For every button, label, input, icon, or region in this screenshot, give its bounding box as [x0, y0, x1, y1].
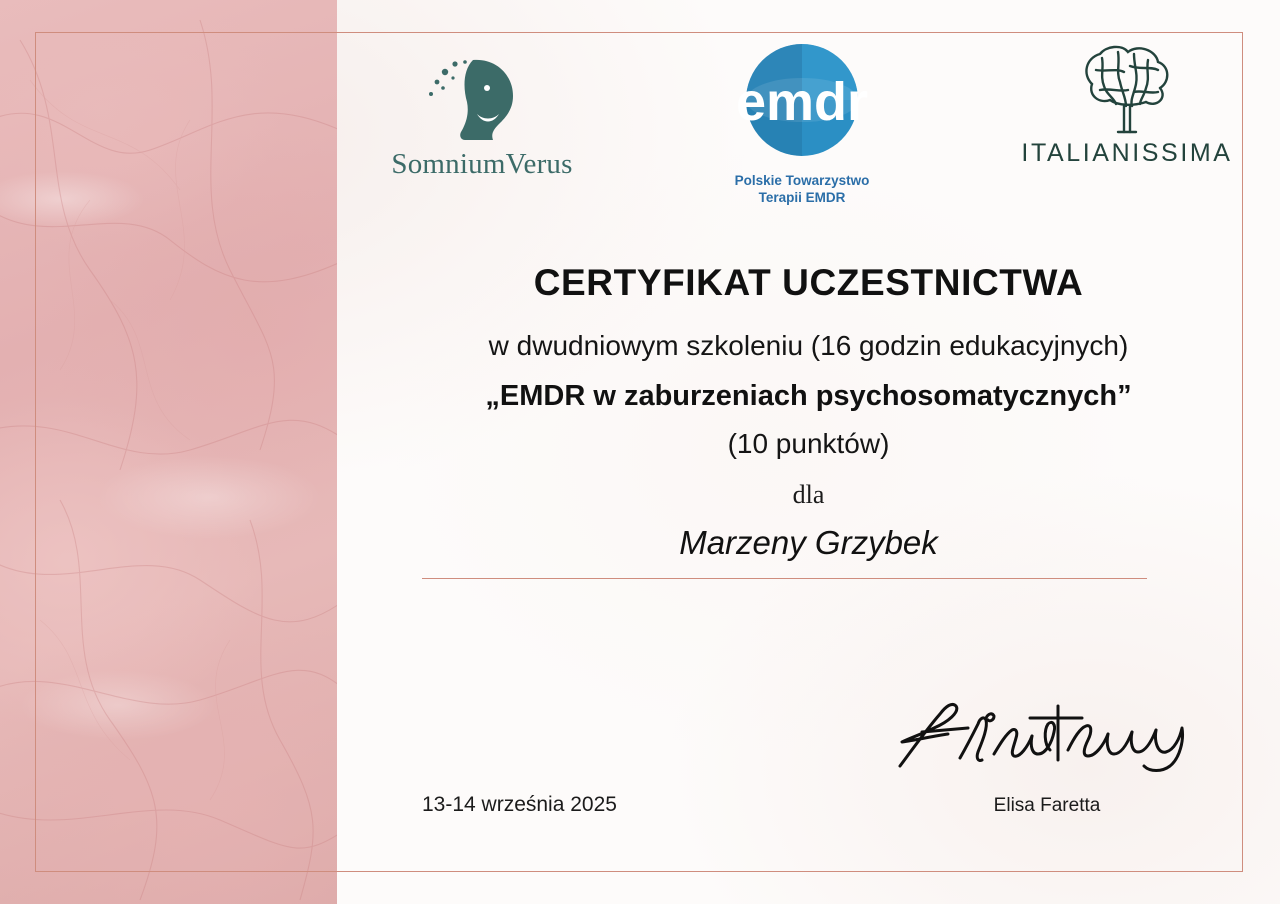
- logo-emdr: [687, 42, 917, 207]
- certificate-points: (10 punktów): [727, 428, 890, 459]
- logo-row: [337, 42, 1280, 227]
- handwritten-signature-icon: [882, 688, 1212, 798]
- certificate-date: 13-14 września 2025: [422, 793, 617, 816]
- face-profile-icon: [417, 52, 547, 147]
- certificate-for-label: dla: [792, 480, 825, 509]
- tree-brain-icon: [1072, 42, 1182, 137]
- verus-word: Verus: [505, 148, 573, 180]
- signature-name: Elisa Faretta: [993, 795, 1101, 816]
- signature-image: [882, 688, 1212, 798]
- somnium-word: Somnium: [391, 148, 506, 180]
- svg-text:emdr: emdr: [735, 72, 869, 132]
- recipient-underline: [422, 578, 1147, 579]
- logo-emdr-subtitle: [687, 173, 917, 207]
- decorative-pink-marble-panel: [0, 0, 337, 904]
- logo-somnium-verus: [347, 52, 617, 181]
- logo-somnium-verus-text: [347, 148, 617, 181]
- logo-italianissima: [1007, 42, 1247, 168]
- certificate-title: CERTYFIKAT UCZESTNICTWA: [533, 262, 1084, 303]
- emdr-subtitle-line2: Terapii EMDR: [758, 189, 846, 205]
- certificate-course-name: „EMDR w zaburzeniach psychosomatycznych”: [485, 380, 1132, 412]
- emdr-subtitle-line1: Polskie Towarzystwo: [734, 173, 870, 188]
- emdr-circle-icon: [687, 42, 917, 162]
- certificate-recipient-name: Marzeny Grzybek: [679, 524, 938, 561]
- logo-italianissima-text: ITALIANISSIMA: [1021, 139, 1233, 167]
- certificate-content: [337, 0, 1280, 904]
- certificate-subtitle-course-hours: w dwudniowym szkoleniu (16 godzin edukacyjnych): [488, 330, 1129, 361]
